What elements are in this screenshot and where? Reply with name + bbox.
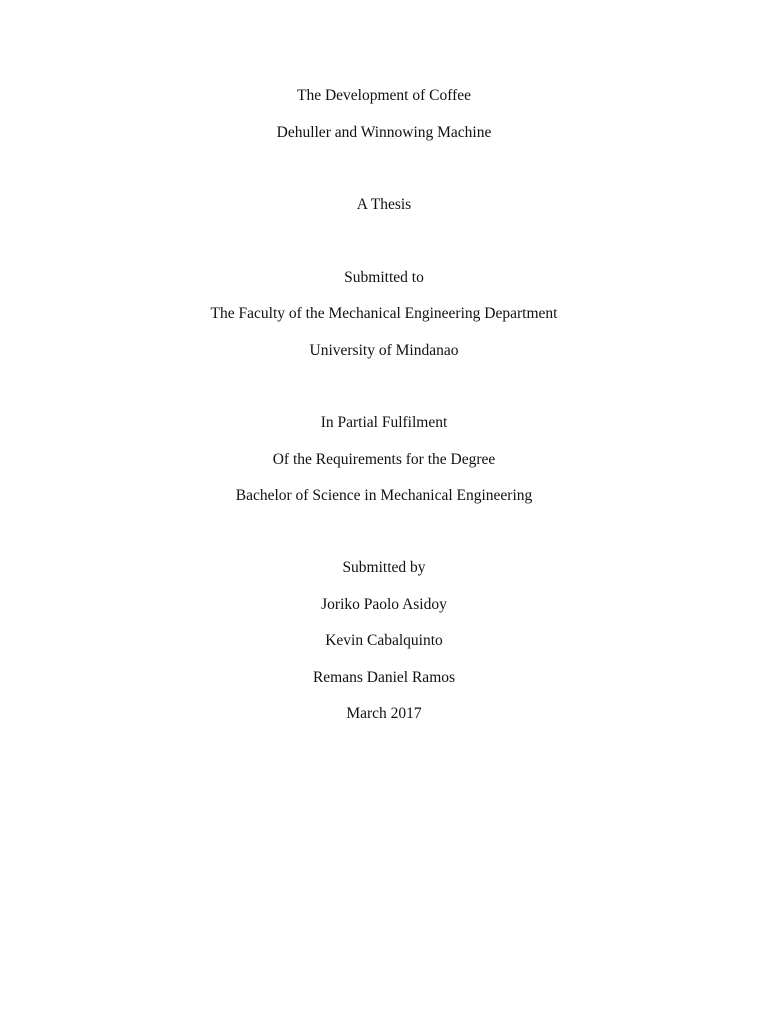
document-type: A Thesis <box>356 196 412 213</box>
author-name: Remans Daniel Ramos <box>312 669 456 686</box>
fulfilment-line-2: Of the Requirements for the Degree <box>272 451 496 468</box>
fulfilment-line-1: In Partial Fulfilment <box>320 414 448 431</box>
author-name: Joriko Paolo Asidoy <box>321 596 447 613</box>
title-line-2: Dehuller and Winnowing Machine <box>276 124 492 141</box>
university-name: University of Mindanao <box>309 342 459 359</box>
author-name: Kevin Cabalquinto <box>325 632 443 649</box>
title-line-1: The Development of Coffee <box>296 87 472 104</box>
submitted-by-heading: Submitted by <box>342 559 426 576</box>
submitted-to-heading: Submitted to <box>344 269 424 286</box>
degree-name: Bachelor of Science in Mechanical Engineering <box>235 487 533 504</box>
faculty-name: The Faculty of the Mechanical Engineering Department <box>210 305 558 322</box>
submission-date: March 2017 <box>346 705 422 722</box>
